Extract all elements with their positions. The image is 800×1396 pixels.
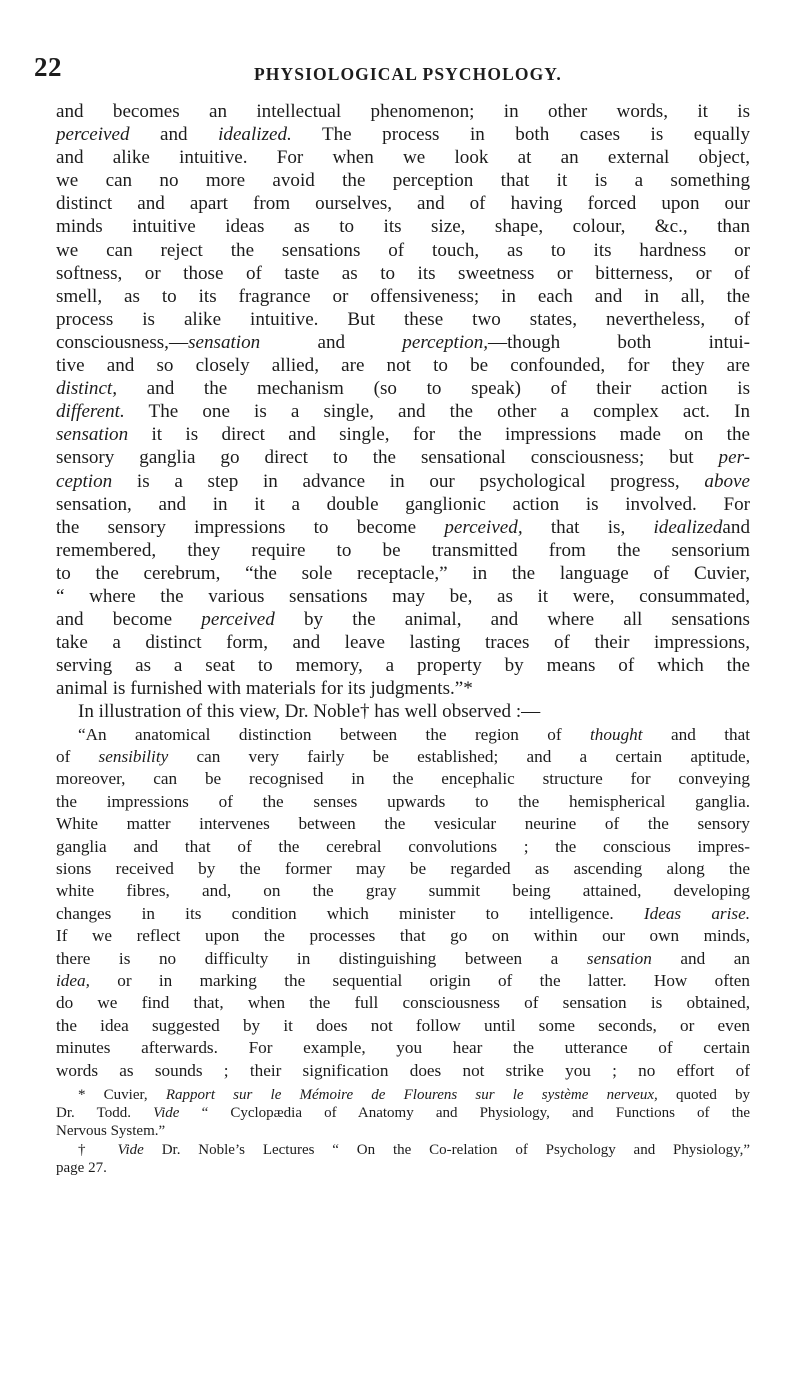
italic-term: ception bbox=[56, 470, 113, 492]
page-number: 22 bbox=[34, 52, 62, 82]
footnote-2-line: page 27. bbox=[56, 1159, 107, 1176]
block-quote bbox=[56, 724, 750, 1083]
text-line: tive and so closely allied, are not to be confounded, for they are bbox=[56, 355, 750, 377]
quote-line: White matter intervenes between the vesicular neurine of the sensory bbox=[56, 814, 750, 834]
text-line: remembered, they require to be transmitted from the sensorium bbox=[56, 539, 750, 561]
main-paragraph bbox=[56, 100, 750, 724]
text-line: serving as a seat to memory, a property by means of which the bbox=[56, 655, 750, 677]
text-line: distinct and apart from ourselves, and of having forced upon our bbox=[56, 193, 750, 215]
quote-line: changes in its condition which minister to intelligence. Ideas arise. bbox=[56, 903, 751, 923]
text-line: take a distinct form, and leave lasting traces of their impressions, bbox=[56, 632, 750, 654]
text-line: different. The one is a single, and the other a complex act. In bbox=[56, 401, 750, 423]
footnote-1-line: * Cuvier, Rapport sur le Mémoire de Flourens sur le système nerveux, quoted by bbox=[78, 1087, 750, 1104]
italic-term: sensation bbox=[586, 948, 652, 968]
text-line: smell, as to its fragrance or offensiveness; in each and in all, the bbox=[56, 285, 750, 307]
quote-line: sions received by the former may be regarded as ascending along the bbox=[56, 858, 750, 878]
text-line: we can no more avoid the perception that it is a something bbox=[56, 170, 750, 192]
text-line: and become perceived by the animal, and where all sensations bbox=[56, 609, 750, 631]
text-line: and becomes an intellectual phenomenon; in other words, it is bbox=[56, 101, 750, 122]
text-line: process is alike intuitive. But these two states, nevertheless, of bbox=[56, 308, 750, 330]
italic-term: sensibility bbox=[98, 746, 169, 766]
italic-term: Ideas arise. bbox=[643, 903, 751, 923]
text-line: perceived and idealized. The process in both cases is equally bbox=[56, 124, 750, 146]
italic-term: perception, bbox=[402, 331, 489, 353]
italic-term: perceived bbox=[56, 124, 130, 146]
quote-line: there is no difficulty in distinguishing between a sensation and an bbox=[56, 948, 750, 968]
footnote-2-line: † Vide Dr. Noble’s Lectures “ On the Co-relation of Psychology and Physiology,” bbox=[78, 1141, 751, 1158]
quote-line: “An anatomical distinction between the region of thought and that bbox=[78, 724, 750, 744]
text-line: distinct, and the mechanism (so to speak) of their action is bbox=[56, 378, 750, 400]
text-line: consciousness,—sensation and perception,—though both intui- bbox=[56, 331, 750, 353]
italic-term: per- bbox=[718, 447, 750, 469]
text-line: we can reject the sensations of touch, as to its hardness or bbox=[56, 239, 750, 261]
text-line: and alike intuitive. For when we look at an external object, bbox=[56, 147, 750, 169]
italic-term: Rapport sur le Mémoire de Flourens sur le système nerveux, bbox=[165, 1087, 658, 1104]
quote-line: do we find that, when the full consciousness of sensation is obtained, bbox=[56, 993, 750, 1013]
text-line: sensory ganglia go direct to the sensational consciousness; but per- bbox=[56, 447, 750, 469]
italic-term: idea, bbox=[56, 971, 90, 990]
italic-term: Vide bbox=[117, 1141, 144, 1158]
quote-line: words as sounds ; their signification does not strike you ; no effort of bbox=[56, 1060, 750, 1080]
text-line: the sensory impressions to become perceived, that is, idealizedand bbox=[56, 516, 750, 538]
text-line: minds intuitive ideas as to its size, shape, colour, &c., than bbox=[56, 216, 750, 238]
italic-term: above bbox=[704, 470, 750, 492]
text-line: In illustration of this view, Dr. Noble† has well observed :— bbox=[78, 701, 541, 723]
footnote-1-line: Dr. Todd. Vide “ Cyclopædia of Anatomy and Physiology, and Functions of the bbox=[56, 1105, 750, 1122]
italic-term: Vide bbox=[153, 1105, 180, 1122]
italic-term: sensation bbox=[56, 424, 129, 446]
quote-line: of sensibility can very fairly be established; and a certain aptitude, bbox=[56, 746, 750, 766]
text-line: ception is a step in advance in our psychological progress, above bbox=[56, 470, 750, 492]
book-page bbox=[34, 52, 751, 1177]
footnote-1-line: Nervous System.” bbox=[56, 1123, 166, 1140]
running-head: PHYSIOLOGICAL PSYCHOLOGY. bbox=[254, 64, 562, 84]
italic-term: distinct, bbox=[56, 378, 117, 400]
text-line: “ where the various sensations may be, as it were, consummated, bbox=[56, 585, 750, 607]
quote-line: the impressions of the senses upwards to the hemispherical ganglia. bbox=[56, 791, 750, 811]
text-line: sensation it is direct and single, for the impressions made on the bbox=[56, 424, 750, 446]
text-line: animal is furnished with materials for its judgments.”* bbox=[56, 678, 473, 700]
italic-term: perceived, bbox=[444, 516, 523, 538]
text-line: sensation, and in it a double ganglionic action is involved. For bbox=[56, 493, 750, 515]
quote-line: white fibres, and, on the gray summit being attained, developing bbox=[56, 881, 750, 901]
italic-term: perceived bbox=[201, 609, 275, 631]
italic-term: idealized bbox=[653, 516, 723, 538]
italic-term: idealized. bbox=[218, 124, 292, 146]
quote-line: moreover, can be recognised in the encephalic structure for conveying bbox=[56, 769, 750, 789]
italic-term: sensation bbox=[188, 331, 261, 353]
footnotes bbox=[56, 1086, 750, 1177]
italic-term: different. bbox=[56, 401, 125, 423]
quote-line: idea, or in marking the sequential origin of the latter. How often bbox=[56, 971, 750, 990]
italic-term: thought bbox=[590, 724, 643, 744]
page-header bbox=[34, 52, 750, 84]
text-line: to the cerebrum, “the sole receptacle,” in the language of Cuvier, bbox=[56, 562, 750, 584]
quote-line: minutes afterwards. For example, you hear the utterance of certain bbox=[56, 1038, 750, 1058]
quote-line: If we reflect upon the processes that go on within our own minds, bbox=[56, 926, 750, 946]
text-line: softness, or those of taste as to its sweetness or bitterness, or of bbox=[56, 262, 750, 284]
quote-line: the idea suggested by it does not follow until some seconds, or even bbox=[56, 1015, 750, 1035]
quote-line: ganglia and that of the cerebral convolutions ; the conscious impres- bbox=[56, 836, 750, 856]
